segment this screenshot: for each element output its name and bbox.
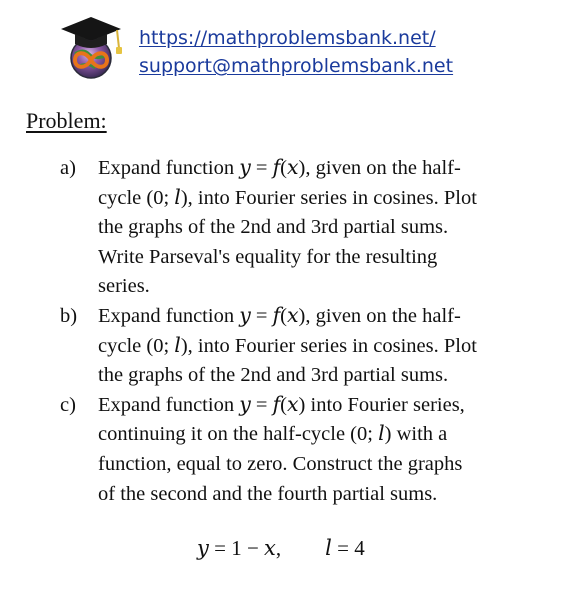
- item-line: cycle (0; 𝑙), into Fourier series in cosines. Plot: [98, 334, 477, 357]
- contact-links: [139, 24, 453, 80]
- item-letter: c): [60, 393, 76, 416]
- item-line: cycle (0; 𝑙), into Fourier series in cosines. Plot: [98, 186, 477, 209]
- problem-item-b: [60, 302, 540, 391]
- item-line: the graphs of the 2nd and 3rd partial sums.: [98, 216, 449, 239]
- item-line: Expand function 𝑦 = 𝑓(𝑥) into Fourier series,: [98, 393, 465, 416]
- length-formula: 𝑙 = 4: [325, 536, 365, 560]
- item-line: function, equal to zero. Construct the graphs: [98, 452, 463, 475]
- item-text: [98, 391, 540, 509]
- problem-heading: Problem:: [26, 108, 107, 133]
- item-text: [98, 154, 540, 302]
- function-formula: 𝑦 = 1 − 𝑥,: [197, 536, 282, 560]
- problem-list: [60, 154, 540, 509]
- problem-item-c: [60, 391, 540, 509]
- item-line: Expand function 𝑦 = 𝑓(𝑥), given on the half-: [98, 157, 461, 179]
- item-text: [98, 302, 540, 391]
- item-letter: b): [60, 304, 78, 327]
- item-line: of the second and the fourth partial sums.: [98, 482, 438, 505]
- given-formula: [197, 533, 365, 563]
- problem-item-a: [60, 154, 540, 302]
- site-logo-icon: [55, 14, 127, 82]
- item-line: Write Parseval's equality for the resulting: [98, 245, 438, 268]
- website-link[interactable]: https://mathproblemsbank.net/: [139, 27, 436, 49]
- item-line: Expand function 𝑦 = 𝑓(𝑥), given on the half-: [98, 304, 461, 327]
- item-line: continuing it on the half-cycle (0; 𝑙) with a: [98, 423, 448, 446]
- item-letter: a): [60, 157, 76, 179]
- item-line: series.: [98, 275, 150, 298]
- item-line: the graphs of the 2nd and 3rd partial sums.: [98, 364, 449, 387]
- support-email-link[interactable]: support@mathproblemsbank.net: [139, 55, 454, 77]
